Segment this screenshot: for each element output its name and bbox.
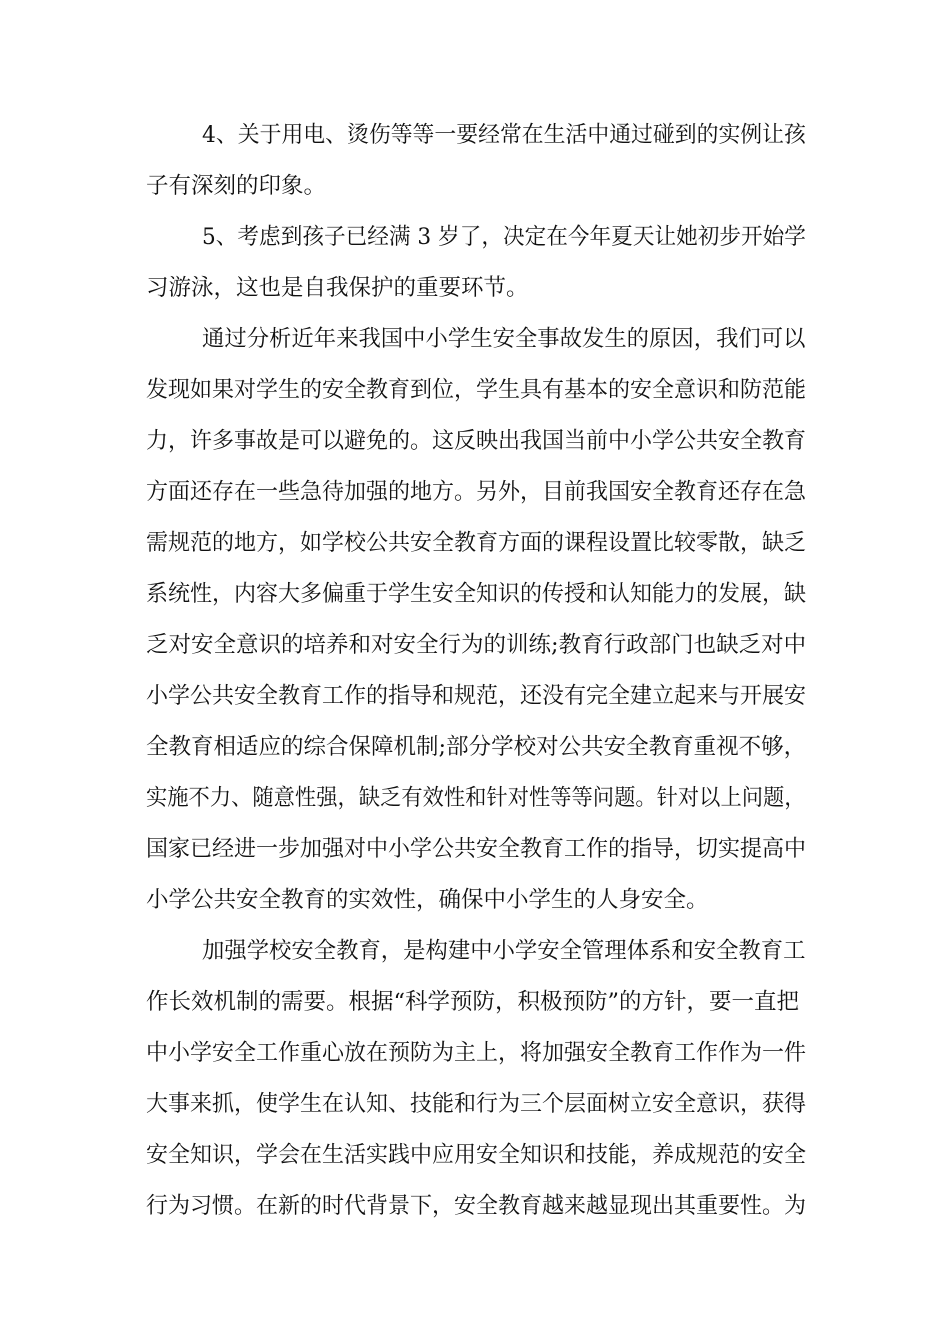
line-text: 系统性，内容大多偏重于学生安全知识的传授和认知能力的发展，缺 [146,581,807,607]
text-line [0,518,950,568]
text-line [0,263,950,313]
line-text: 加强学校安全教育，是构建中小学安全管理体系和安全教育工 [202,938,806,964]
text-line [0,824,950,874]
line-text: 实施不力、随意性强，缺乏有效性和针对性等等问题。针对以上问题， [146,785,806,811]
line-text: 通过分析近年来我国中小学生安全事故发生的原因，我们可以 [202,326,806,352]
line-text: 小学公共安全教育工作的指导和规范，还没有完全建立起来与开展安 [146,683,807,709]
text-line [0,1028,950,1078]
line-text: 国家已经进一步加强对中小学公共安全教育工作的指导，切实提高中 [146,836,807,862]
text-line [0,365,950,415]
line-text: 乏对安全意识的培养和对安全行为的训练;教育行政部门也缺乏对中 [146,632,807,658]
line-text: 行为习惯。在新的时代背景下，安全教育越来越显现出其重要性。为 [146,1193,807,1219]
text-line [0,416,950,466]
line-text: 习游泳，这也是自我保护的重要环节。 [146,275,529,301]
text-line [0,875,950,925]
line-text: 4、关于用电、烫伤等等一要经常在生活中通过碰到的实例让孩 [202,122,806,148]
line-text: 作长效机制的需要。根据“科学预防，积极预防”的方针，要一直把 [146,989,800,1015]
text-line [0,773,950,823]
line-text: 大事来抓，使学生在认知、技能和行为三个层面树立安全意识，获得 [146,1091,807,1117]
text-line [0,1181,950,1231]
line-text: 力，许多事故是可以避免的。这反映出我国当前中小学公共安全教育 [146,428,807,454]
text-line [0,212,950,262]
line-text: 小学公共安全教育的实效性，确保中小学生的人身安全。 [146,887,709,913]
line-text: 5、考虑到孩子已经满 3 岁了，决定在今年夏天让她初步开始学 [202,224,806,250]
line-text: 方面还存在一些急待加强的地方。另外，目前我国安全教育还存在急 [146,479,807,505]
line-text: 安全知识，学会在生活实践中应用安全知识和技能，养成规范的安全 [146,1142,807,1168]
text-line [0,161,950,211]
text-line [0,569,950,619]
text-line [0,671,950,721]
line-text: 子有深刻的印象。 [146,173,327,199]
text-line [0,926,950,976]
text-line [0,314,950,364]
text-line [0,467,950,517]
text-line [0,1079,950,1129]
line-text: 需规范的地方，如学校公共安全教育方面的课程设置比较零散，缺乏 [146,530,807,556]
text-line [0,110,950,160]
text-line [0,722,950,772]
line-text: 全教育相适应的综合保障机制;部分学校对公共安全教育重视不够， [146,734,807,760]
text-line [0,1130,950,1180]
line-text: 中小学安全工作重心放在预防为主上，将加强安全教育工作作为一件 [146,1040,807,1066]
text-line [0,977,950,1027]
line-text: 发现如果对学生的安全教育到位，学生具有基本的安全意识和防范能 [146,377,807,403]
text-line [0,620,950,670]
